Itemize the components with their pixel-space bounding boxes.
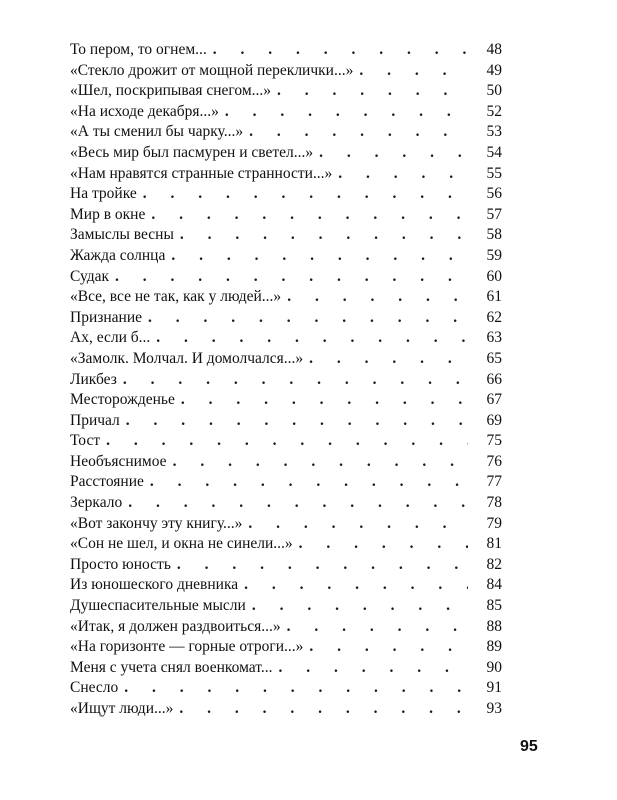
toc-entry	[70, 472, 502, 493]
toc-entry-title: «На исходе декабря...»	[70, 102, 219, 120]
toc-entry	[70, 617, 502, 638]
toc-entry-page: 77	[486, 473, 502, 491]
toc-entry-page: 54	[486, 143, 502, 161]
toc-entry-page: 59	[486, 246, 502, 264]
toc-entry	[70, 514, 502, 535]
toc-entry	[70, 596, 502, 617]
page-number: 95	[520, 738, 538, 755]
toc-entry-page: 53	[486, 123, 502, 141]
toc-entry-title: «А ты сменил бы чарку...»	[70, 123, 244, 141]
toc-entry	[70, 287, 502, 308]
toc-entry-title: «Стекло дрожит от мощной переклички...»	[70, 61, 354, 79]
dot-leader	[145, 205, 468, 226]
toc-entry-page: 50	[486, 82, 502, 100]
toc-entry	[70, 143, 502, 164]
toc-entry-title: Месторожденье	[70, 391, 175, 409]
toc-entry	[70, 267, 502, 288]
toc-entry	[70, 102, 502, 123]
toc-entry-page: 76	[486, 452, 502, 470]
dot-leader	[137, 184, 468, 205]
toc-entry-title: «Все, все не так, как у людей...»	[70, 288, 282, 306]
toc-entry-page: 75	[486, 432, 502, 450]
toc-entry-title: «Итак, я должен раздвоиться...»	[70, 617, 281, 635]
toc-entry-page: 52	[486, 102, 502, 120]
dot-leader	[175, 390, 468, 411]
dot-leader	[303, 349, 468, 370]
toc-entry-page: 61	[486, 288, 502, 306]
dot-leader	[100, 431, 468, 452]
toc-entry-title: Из юношеского дневника	[70, 576, 239, 594]
toc-entry	[70, 164, 502, 185]
dot-leader	[242, 514, 468, 535]
toc-entry-title: Жажда солнца	[70, 246, 166, 264]
toc-entry	[70, 205, 502, 226]
toc-entry-page: 67	[486, 391, 502, 409]
dot-leader	[273, 658, 468, 679]
dot-leader	[167, 452, 468, 473]
toc-entry-page: 60	[486, 267, 502, 285]
dot-leader	[120, 411, 468, 432]
toc-entry-title: Необъяснимое	[70, 452, 167, 470]
toc-entry-title: Тост	[70, 432, 101, 450]
toc-entry-title: Просто юность	[70, 555, 171, 573]
toc-entry	[70, 184, 502, 205]
toc-entry-title: Ликбез	[70, 370, 117, 388]
toc-entry	[70, 225, 502, 246]
toc-entry	[70, 575, 502, 596]
toc-entry-title: Зеркало	[70, 494, 123, 512]
toc-entry-page: 65	[486, 349, 502, 367]
toc-entry-page: 66	[486, 370, 502, 388]
toc-entry	[70, 122, 502, 143]
toc-entry-page: 49	[486, 61, 502, 79]
dot-leader	[150, 328, 468, 349]
toc-entry-page: 85	[486, 597, 502, 615]
toc-entry-page: 81	[486, 535, 502, 553]
toc-entry-title: «Замолк. Молчал. И домолчался...»	[70, 349, 304, 367]
toc-entry-title: Душеспасительные мысли	[70, 597, 246, 615]
toc-entry-page: 84	[486, 576, 502, 594]
dot-leader	[353, 61, 468, 82]
dot-leader	[207, 40, 468, 61]
toc-entry	[70, 40, 502, 61]
toc-entry-page: 82	[486, 555, 502, 573]
toc-entry-page: 48	[486, 41, 502, 58]
dot-leader	[109, 267, 468, 288]
toc-entry	[70, 246, 502, 267]
dot-leader	[303, 637, 468, 658]
toc-entry	[70, 328, 502, 349]
toc-entry-page: 89	[486, 638, 502, 656]
toc-entry-title: Снесло	[70, 679, 119, 697]
dot-leader	[246, 596, 468, 617]
dot-leader	[171, 555, 468, 576]
toc-entry	[70, 61, 502, 82]
dot-leader	[238, 575, 468, 596]
dot-leader	[122, 493, 468, 514]
dot-leader	[281, 287, 468, 308]
toc-entry-page: 62	[486, 308, 502, 326]
toc-entry	[70, 390, 502, 411]
toc-entry	[70, 431, 502, 452]
toc-entry	[70, 637, 502, 658]
toc-entry-title: «На горизонте — горные отроги...»	[70, 638, 304, 656]
toc-entry-title: То пером, то огнем...	[70, 41, 207, 58]
toc-entry-page: 63	[486, 329, 502, 347]
toc-entry-page: 55	[486, 164, 502, 182]
toc-entry-title: Судак	[70, 267, 110, 285]
dot-leader	[219, 102, 468, 123]
toc-entry-page: 57	[486, 205, 502, 223]
toc-entry	[70, 534, 502, 555]
toc-entry-page: 69	[486, 411, 502, 429]
dot-leader	[117, 370, 468, 391]
toc-entry-title: Меня с учета снял военкомат...	[70, 658, 273, 676]
dot-leader	[271, 81, 468, 102]
toc-entry-page: 93	[486, 700, 502, 717]
toc-entry	[70, 678, 502, 699]
toc-entry-page: 78	[486, 494, 502, 512]
toc-entry-title: Замыслы весны	[70, 226, 174, 244]
toc-entry	[70, 658, 502, 679]
toc-entry-page: 79	[486, 514, 502, 532]
table-of-contents	[70, 40, 502, 720]
toc-entry-title: На тройке	[70, 185, 137, 203]
toc-entry	[70, 493, 502, 514]
toc-entry-title: «Вот закончу эту книгу...»	[70, 514, 243, 532]
toc-entry-page: 56	[486, 185, 502, 203]
toc-entry	[70, 370, 502, 391]
dot-leader	[243, 122, 468, 143]
toc-entry-page: 58	[486, 226, 502, 244]
dot-leader	[313, 143, 468, 164]
dot-leader	[174, 225, 468, 246]
toc-entry-title: «Сон не шел, и окна не синели...»	[70, 535, 293, 553]
toc-entry-title: Признание	[70, 308, 143, 326]
toc-entry-title: «Шел, поскрипывая снегом...»	[70, 82, 272, 100]
toc-entry-title: «Ищут люди...»	[70, 700, 174, 717]
toc-entry-title: Ах, если б...	[70, 329, 151, 347]
dot-leader	[281, 617, 468, 638]
dot-leader	[142, 308, 468, 329]
dot-leader	[144, 472, 468, 493]
toc-entry-title: «Нам нравятся странные странности...»	[70, 164, 333, 182]
toc-entry-page: 90	[486, 658, 502, 676]
toc-entry	[70, 308, 502, 329]
toc-entry	[70, 81, 502, 102]
toc-entry-title: «Весь мир был пасмурен и светел...»	[70, 143, 314, 161]
toc-entry	[70, 555, 502, 576]
toc-entry	[70, 349, 502, 370]
toc-entry-title: Причал	[70, 411, 120, 429]
toc-entry-title: Расстояние	[70, 473, 144, 491]
dot-leader	[173, 699, 468, 720]
toc-entry	[70, 452, 502, 473]
dot-leader	[165, 246, 468, 267]
toc-entry	[70, 411, 502, 432]
toc-entry-title: Мир в окне	[70, 205, 146, 223]
toc-entry-page: 88	[486, 617, 502, 635]
toc-entry	[70, 699, 502, 720]
toc-entry-page: 91	[486, 679, 502, 697]
dot-leader	[332, 164, 468, 185]
dot-leader	[118, 678, 468, 699]
dot-leader	[293, 534, 468, 555]
